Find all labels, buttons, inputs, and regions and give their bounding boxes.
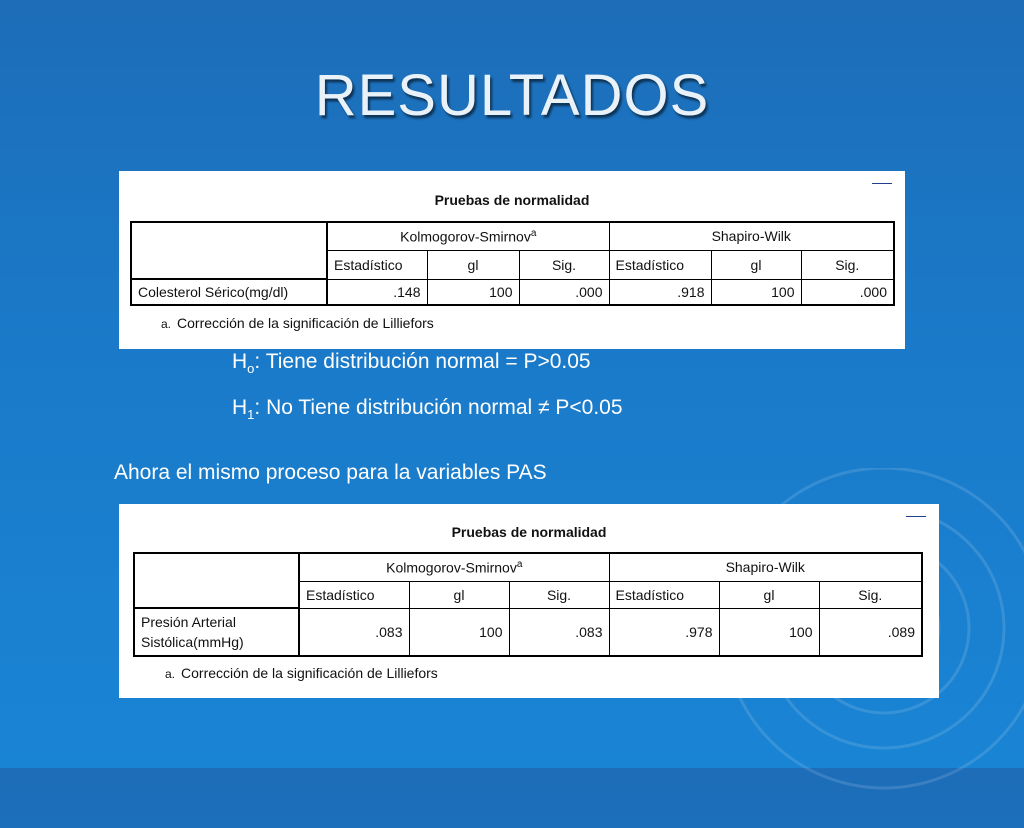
normality-table <box>130 221 895 306</box>
cell-value: 100 <box>427 279 519 305</box>
row-label: Colesterol Sérico(mg/dl) <box>131 279 327 305</box>
col-header: Sig. <box>519 250 609 279</box>
cell-value: .083 <box>299 608 409 656</box>
table-footnote: a. Corrección de la significación de Lilliefors <box>161 315 434 331</box>
table-row <box>134 608 922 656</box>
col-header: Estadístico <box>609 250 711 279</box>
table-title: Pruebas de normalidad <box>451 524 607 540</box>
stub-header <box>134 553 299 608</box>
ks-header: Kolmogorov-Smirnov$^a$ <box>299 553 609 581</box>
col-header: Sig. <box>819 581 922 608</box>
transition-note: Ahora el mismo proceso para la variables PAS <box>114 461 547 484</box>
col-header: gl <box>719 581 819 608</box>
col-header: Sig. <box>509 581 609 608</box>
col-header: gl <box>409 581 509 608</box>
col-header: gl <box>711 250 801 279</box>
cell-value: 100 <box>711 279 801 305</box>
corner-mark <box>872 183 892 184</box>
sw-header: Shapiro-Wilk <box>609 553 922 581</box>
hypothesis-null: $H_o$: Tiene distribución normal = P>0.05 <box>232 350 591 377</box>
col-header: Estadístico <box>609 581 719 608</box>
col-header: Estadístico <box>327 250 427 279</box>
cell-value: .000 <box>519 279 609 305</box>
normality-table-panel-pas <box>119 504 939 698</box>
hypothesis-alternative: $H_1$: No Tiene distribución normal ≠ P<0.05 <box>232 396 623 423</box>
slide-title: RESULTADOS <box>314 63 710 128</box>
cell-value: .918 <box>609 279 711 305</box>
table-footnote: a. Corrección de la significación de Lilliefors <box>165 665 438 681</box>
table-title: Pruebas de normalidad <box>434 192 590 208</box>
cell-value: .089 <box>819 608 922 656</box>
cell-value: .083 <box>509 608 609 656</box>
table-row <box>131 279 894 305</box>
cell-value: .148 <box>327 279 427 305</box>
corner-mark <box>906 516 926 517</box>
ks-header: Kolmogorov-Smirnov$^a$ <box>327 222 609 250</box>
normality-table-panel-colesterol <box>119 171 905 349</box>
stub-header <box>131 222 327 279</box>
col-header: Estadístico <box>299 581 409 608</box>
col-header: gl <box>427 250 519 279</box>
cell-value: .000 <box>801 279 894 305</box>
row-label: Presión Arterial Sistólica(mmHg) <box>134 608 299 656</box>
sw-header: Shapiro-Wilk <box>609 222 894 250</box>
normality-table <box>133 552 923 657</box>
cell-value: 100 <box>409 608 509 656</box>
col-header: Sig. <box>801 250 894 279</box>
cell-value: 100 <box>719 608 819 656</box>
cell-value: .978 <box>609 608 719 656</box>
